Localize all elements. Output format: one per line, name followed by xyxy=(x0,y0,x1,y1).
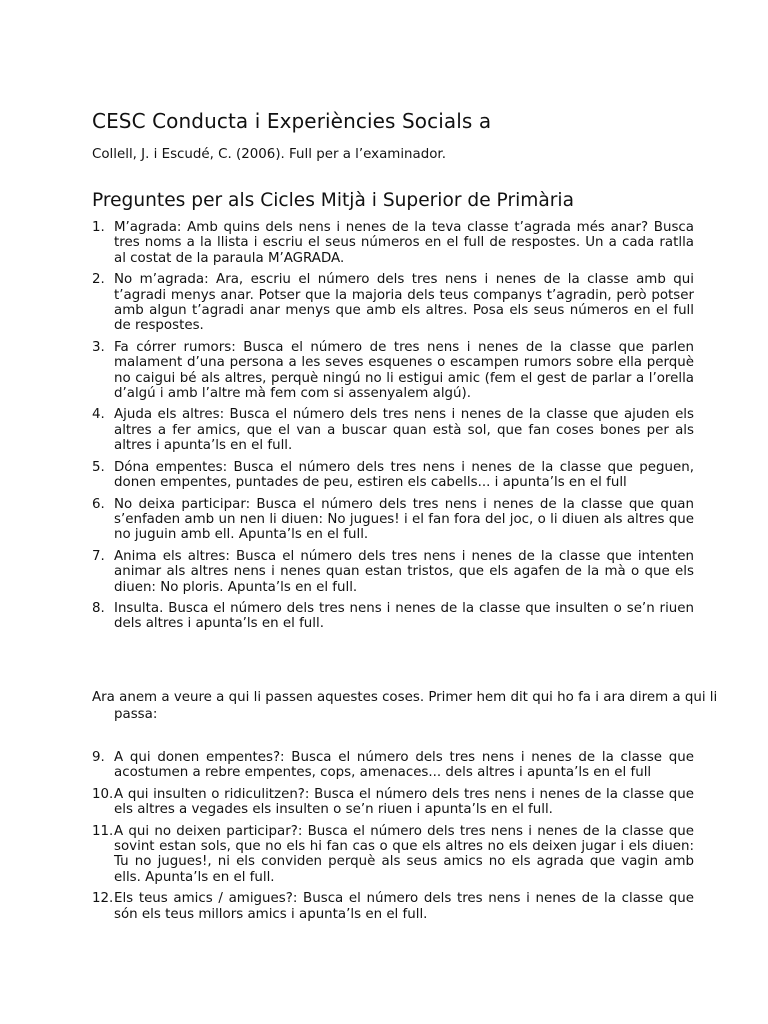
section-title: Preguntes per als Cicles Mitjà i Superior de Primària xyxy=(92,190,574,211)
list-item xyxy=(92,497,694,543)
item-number: 6. xyxy=(92,496,105,512)
list-item xyxy=(92,220,694,266)
item-text: A qui donen empentes?: Busca el número dels tres nens i nenes de la classe que acostumen a rebre empentes, cops, amenaces... dels altres i apunta’ls en el full xyxy=(114,750,694,781)
item-number: 8. xyxy=(92,600,105,616)
item-text: Insulta. Busca el número dels tres nens i nenes de la classe que insulten o se’n riuen dels altres i apunta’ls en el full. xyxy=(114,600,694,632)
item-text: Fa córrer rumors: Busca el número de tres nens i nenes de la classe que parlen malament d’una persona a les seves esquenes o escampen rumors sobre ella perquè no caigui bé als altres, perquè ningú no li estigui amic (fem el gest de parlar a l’orella d’algú i amb l’altre mà fem com si assenyalem algú). xyxy=(114,339,694,402)
item-text: M’agrada: Amb quins dels nens i nenes de la teva classe t’agrada més anar? Busca tres noms a la llista i escriu el seus números en el full de respostes. Un a cada ratlla al costat de la paraula M’AGRADA. xyxy=(114,220,694,266)
list-item xyxy=(92,891,694,922)
list-item xyxy=(92,340,694,402)
question-list-part2 xyxy=(92,750,694,928)
item-number: 2. xyxy=(92,272,105,288)
list-item xyxy=(92,272,694,334)
item-number: 4. xyxy=(92,407,105,423)
item-number: 7. xyxy=(92,548,105,564)
item-text: No m’agrada: Ara, escriu el número dels tres nens i nenes de la classe amb qui t’agradi menys anar. Potser que la majoria dels teus companys t’agradin, però potser amb algun t’agradi anar menys que amb els altres. Posa els seus números en el full de respostes. xyxy=(114,272,694,334)
list-item xyxy=(92,824,694,886)
list-item xyxy=(92,750,694,781)
item-number: 9. xyxy=(92,750,105,765)
intro-paragraph: Ara anem a veure a qui li passen aquestes coses. Primer hem dit qui ho fa i ara direm a qui li passa: xyxy=(92,690,718,722)
item-number: 3. xyxy=(92,339,105,355)
item-text: Ajuda els altres: Busca el número dels tres nens i nenes de la classe que ajuden els altres a fer amics, que el van a buscar quan està sol, que fan coses bones per als altres i apunta’ls en el full. xyxy=(114,407,694,454)
item-number: 1. xyxy=(92,220,105,235)
list-item xyxy=(92,787,694,818)
item-text: No deixa participar: Busca el número dels tres nens i nenes de la classe que quan s’enfaden amb un nen li diuen: No jugues! i el fan fora del joc, o li diuen als altres que no juguin amb ell. Apunta’ls en el full. xyxy=(114,496,694,543)
list-item xyxy=(92,601,694,632)
citation: Collell, J. i Escudé, C. (2006). Full per a l’examinador. xyxy=(92,147,446,162)
item-number: 12. xyxy=(92,891,114,907)
document-title: CESC Conducta i Experiències Socials a xyxy=(92,109,492,133)
list-item xyxy=(92,460,694,491)
item-text: Els teus amics / amigues?: Busca el número dels tres nens i nenes de la classe que són els teus millors amics i apunta’ls en el full. xyxy=(114,891,694,922)
item-number: 11. xyxy=(92,823,114,839)
list-item xyxy=(92,549,694,595)
item-text: Anima els altres: Busca el número dels tres nens i nenes de la classe que intenten animar als altres nens i nenes quan estan tristos, que els agafen de la mà o que els diuen: No ploris. Apunta’ls en el full. xyxy=(114,548,694,595)
item-number: 5. xyxy=(92,459,105,475)
item-number: 10. xyxy=(92,786,114,802)
list-item xyxy=(92,407,694,453)
question-list-part1 xyxy=(92,220,694,638)
item-text: Dóna empentes: Busca el número dels tres nens i nenes de la classe que peguen, donen empentes, puntades de peu, estiren els cabells... i apunta’ls en el full xyxy=(114,459,694,491)
item-text: A qui no deixen participar?: Busca el número dels tres nens i nenes de la classe que sovint estan sols, que no els hi fan cas o que els altres no els deixen jugar i els diuen: Tu no jugues!, ni els conviden perquè als seus amics no els agrada que vagin amb ells. Apunta’ls en el full. xyxy=(114,823,694,885)
item-text: A qui insulten o ridiculitzen?: Busca el número dels tres nens i nenes de la classe que els altres a vegades els insulten o se’n riuen i apunta’ls en el full. xyxy=(114,786,694,818)
